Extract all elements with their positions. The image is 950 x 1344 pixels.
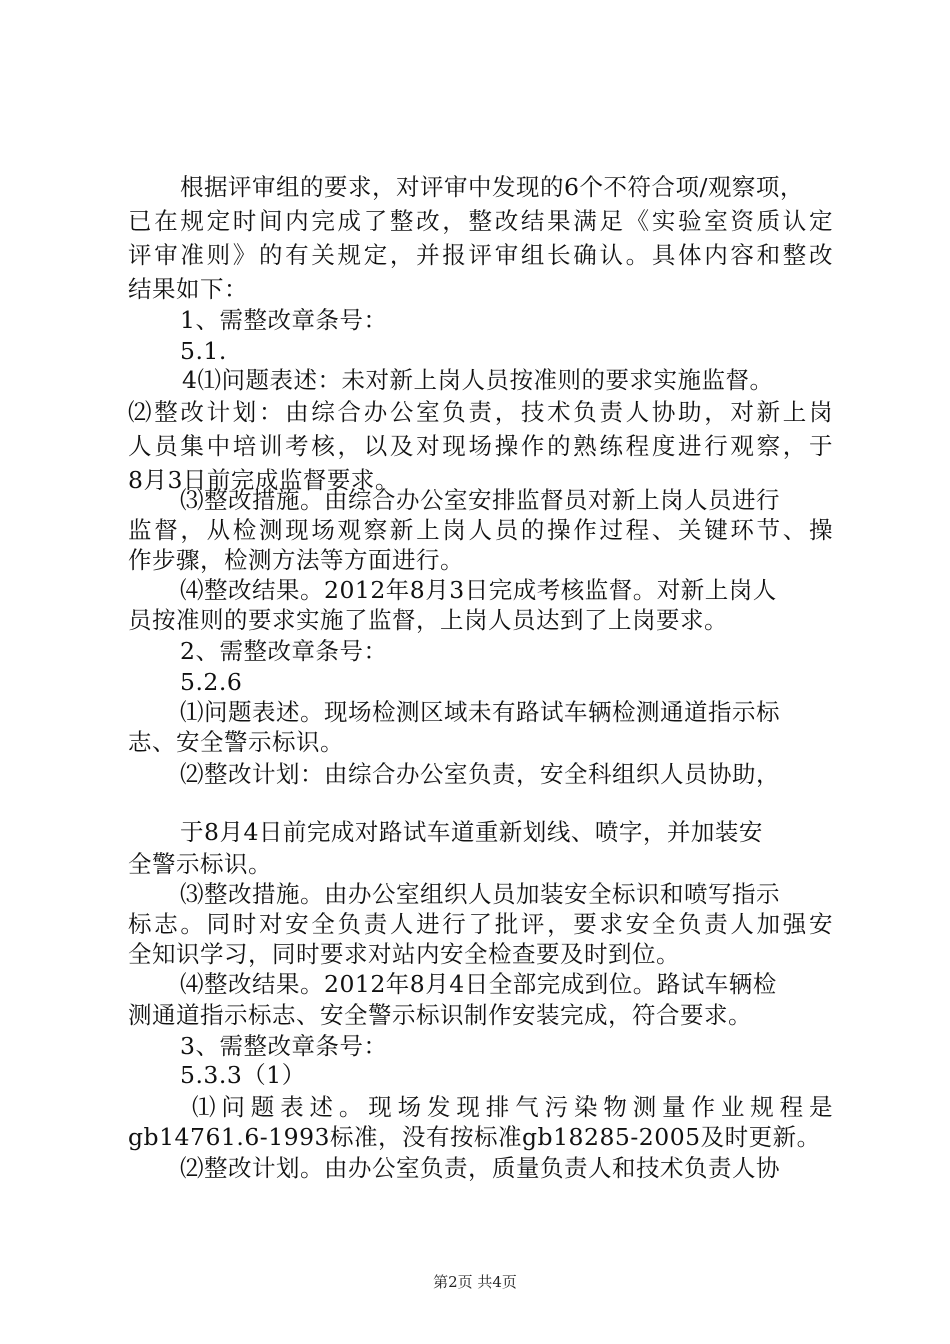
text-line: 志、安全警示标识。 <box>128 728 344 756</box>
text-line: 全警示标识。 <box>128 850 272 878</box>
text-line: 4⑴问题表述：未对新上岗人员按准则的要求实施监督。 <box>182 366 774 394</box>
text-line: 标志。同时对安全负责人进行了批评，要求安全负责人加强安 <box>128 910 833 938</box>
text-line: ⑷整改结果。2012年8月4日全部完成到位。路试车辆检 <box>180 970 777 998</box>
text-line: 评审准则》的有关规定，并报评审组长确认。具体内容和整改 <box>128 241 833 269</box>
text-line: 5.1. <box>180 337 227 365</box>
text-line: 1、需整改章条号： <box>180 306 388 334</box>
page-number-footer: 第2页 共4页 <box>433 1273 517 1291</box>
text-line: 监督，从检测现场观察新上岗人员的操作过程、关键环节、操 <box>128 516 833 544</box>
text-line: ⑵整改计划：由综合办公室负责，技术负责人协助，对新上岗 <box>128 398 833 426</box>
text-line: 2、需整改章条号： <box>180 637 388 665</box>
text-line: 员按准则的要求实施了监督，上岗人员达到了上岗要求。 <box>128 606 728 634</box>
text-line: ⑵整改计划：由综合办公室负责，安全科组织人员协助， <box>180 760 780 788</box>
text-line: ⑵整改计划。由办公室负责，质量负责人和技术负责人协 <box>180 1154 780 1182</box>
text-line: 于8月4日前完成对路试车道重新划线、喷字，并加装安 <box>180 818 763 846</box>
text-line: 结果如下： <box>128 275 248 303</box>
text-line: 人员集中培训考核，以及对现场操作的熟练程度进行观察，于 <box>128 432 833 460</box>
text-line: 作步骤，检测方法等方面进行。 <box>128 546 464 574</box>
text-line: 根据评审组的要求，对评审中发现的6个不符合项/观察项， <box>180 173 804 201</box>
text-line: ⑷整改结果。2012年8月3日完成考核监督。对新上岗人 <box>180 576 777 604</box>
text-line: 已在规定时间内完成了整改，整改结果满足《实验室资质认定 <box>128 207 833 235</box>
text-line: 8月3日前完成监督要求。 <box>128 466 399 494</box>
text-line: 3、需整改章条号： <box>180 1032 388 1060</box>
text-line: ⑶整改措施。由综合办公室安排监督员对新上岗人员进行 <box>180 486 780 514</box>
text-line: ⑶整改措施。由办公室组织人员加装安全标识和喷写指示 <box>180 880 780 908</box>
text-line: 测通道指示标志、安全警示标识制作安装完成，符合要求。 <box>128 1001 752 1029</box>
text-line: 全知识学习，同时要求对站内安全检查要及时到位。 <box>128 940 680 968</box>
text-line: 5.2.6 <box>180 668 243 696</box>
text-line: 5.3.3（1） <box>180 1061 306 1089</box>
text-line: ⑴问题表述。现场发现排气污染物测量作业规程是 <box>192 1093 833 1121</box>
text-line: ⑴问题表述。现场检测区域未有路试车辆检测通道指示标 <box>180 698 780 726</box>
text-line: gb14761.6-1993标准，没有按标准gb18285-2005及时更新。 <box>128 1123 821 1151</box>
